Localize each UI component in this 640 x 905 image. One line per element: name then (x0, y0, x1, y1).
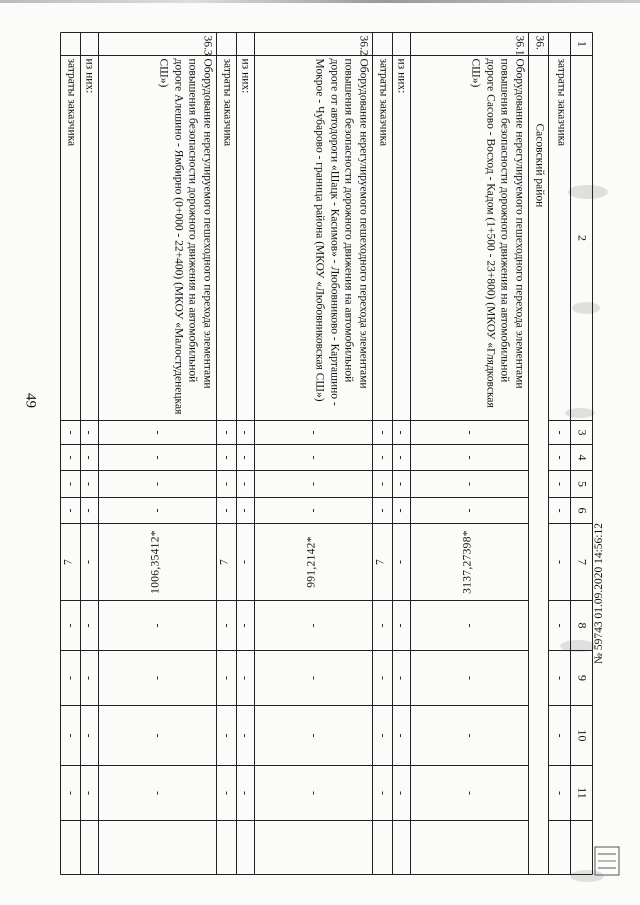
dash-cell: - (553, 508, 567, 512)
dash-cell: - (220, 733, 234, 737)
dash-cell: - (553, 481, 567, 486)
dash-cell: - (553, 455, 567, 459)
dash-cell: - (64, 675, 78, 680)
dash-cell: - (307, 430, 321, 434)
dash-cell: - (376, 675, 390, 680)
dash-cell: - (82, 430, 96, 434)
dash-cell: - (151, 455, 165, 459)
header-col-9: 9 (575, 674, 589, 681)
dash-cell: - (394, 623, 408, 627)
dash-cell: - (376, 430, 390, 434)
dash-cell: - (220, 508, 234, 512)
dash-cell: - (376, 623, 390, 627)
dash-cell: - (307, 675, 321, 680)
header-col-3: 3 (575, 429, 589, 435)
dash-cell: - (220, 790, 234, 795)
dash-cell: - (307, 733, 321, 737)
col7-value: 991,2142* (305, 535, 317, 588)
dash-cell: - (238, 559, 252, 564)
dash-cell: - (553, 623, 567, 627)
row-label: затраты заказчика (555, 58, 567, 146)
dash-cell: - (151, 733, 165, 737)
dash-cell: - (238, 430, 252, 434)
dash-cell: - (394, 675, 408, 680)
row-label: затраты заказчика (65, 58, 77, 146)
dash-cell: - (376, 733, 390, 737)
dash-cell: - (220, 455, 234, 459)
dash-cell: - (82, 623, 96, 627)
dash-cell: - (553, 430, 567, 434)
dash-cell: - (376, 508, 390, 512)
dash-cell: - (394, 733, 408, 737)
dash-cell: - (64, 790, 78, 795)
dash-cell: - (64, 508, 78, 512)
dash-cell: - (394, 508, 408, 512)
dash-cell: - (238, 675, 252, 680)
dash-cell: - (82, 675, 96, 680)
dash-cell: - (553, 559, 567, 564)
header-col-10: 10 (575, 729, 589, 741)
item-description: Оборудование нерегулируемого пешеходного перехода элементами повышения безопасности дорожного движения на автомобильной дороге от автодороги «Шацк - Касимов» - Любовниково - Карташино - Мокрое - Чубарово - граница района (МКОУ «Любовниковская СШ») (313, 58, 369, 406)
dash-cell: - (82, 508, 96, 512)
section-title: Сасовский район (533, 123, 545, 207)
dash-cell: - (463, 430, 477, 434)
dash-cell: - (220, 430, 234, 434)
dash-cell: - (82, 481, 96, 486)
item-number: 36.2 (357, 35, 369, 56)
dash-cell: - (307, 623, 321, 627)
col7-value: 7 (62, 558, 74, 565)
item-description: Оборудование нерегулируемого пешеходного перехода элементами повышения безопасности дорожного движения на автомобильной дороге Сасово - Восход - Кадом (1+500 - 23+800) (МКОУ «Глядковская СШ») (469, 58, 525, 408)
dash-cell: - (151, 508, 165, 512)
dash-cell: - (553, 733, 567, 737)
dash-cell: - (151, 623, 165, 627)
row-label: из них: (83, 58, 95, 93)
col7-value: 3137,27398* (461, 529, 473, 594)
doc-number: № 59743 (593, 621, 605, 664)
col7-value: 1006,35412* (149, 529, 161, 594)
item-number: 36.3 (201, 35, 213, 56)
header-col-1: 1 (575, 40, 589, 47)
dash-cell: - (238, 790, 252, 795)
dash-cell: - (553, 790, 567, 795)
dash-cell: - (238, 455, 252, 459)
dash-cell: - (82, 455, 96, 459)
registration-stamp-icon (594, 846, 620, 876)
dash-cell: - (553, 675, 567, 680)
header-col-5: 5 (575, 480, 589, 487)
dash-cell: - (376, 455, 390, 459)
dash-cell: - (463, 790, 477, 795)
dash-cell: - (394, 430, 408, 434)
dash-cell: - (82, 790, 96, 795)
dash-cell: - (463, 623, 477, 627)
dash-cell: - (220, 481, 234, 486)
dash-cell: - (64, 623, 78, 627)
header-col-7: 7 (575, 558, 589, 565)
dash-cell: - (238, 481, 252, 486)
dash-cell: - (376, 790, 390, 795)
item-description: Оборудование нерегулируемого пешеходного перехода элементами повышения безопасности дорожного движения на автомобильной дороге Алешино - Ямбирно (0+000 - 22+400) (МКОУ «Малостуденецкая СШ») (157, 58, 213, 414)
section-number: 36. (533, 35, 545, 50)
row-label: затраты заказчика (377, 58, 389, 146)
dash-cell: - (151, 790, 165, 795)
dash-cell: - (238, 733, 252, 737)
dash-cell: - (220, 675, 234, 680)
dash-cell: - (64, 481, 78, 486)
doc-timestamp: 01.09.2020 14:56:12 (593, 523, 605, 619)
dash-cell: - (238, 623, 252, 627)
row-label: затраты заказчика (221, 58, 233, 146)
dash-cell: - (307, 481, 321, 486)
dash-cell: - (394, 455, 408, 459)
dash-cell: - (307, 455, 321, 459)
dash-cell: - (64, 430, 78, 434)
dash-cell: - (463, 481, 477, 486)
header-col-8: 8 (575, 622, 589, 628)
dash-cell: - (220, 623, 234, 627)
dash-cell: - (463, 675, 477, 680)
col7-value: 7 (374, 558, 386, 565)
dash-cell: - (376, 481, 390, 486)
dash-cell: - (394, 559, 408, 564)
dash-cell: - (64, 455, 78, 459)
dash-cell: - (463, 455, 477, 459)
dash-cell: - (151, 675, 165, 680)
dash-cell: - (394, 481, 408, 486)
dash-cell: - (238, 508, 252, 512)
header-col-11: 11 (575, 786, 589, 799)
dash-cell: - (307, 508, 321, 512)
dash-cell: - (151, 481, 165, 486)
header-col-4: 4 (575, 454, 589, 460)
dash-cell: - (82, 733, 96, 737)
dash-cell: - (64, 733, 78, 737)
footer-stamp-text (593, 444, 605, 664)
dash-cell: - (82, 559, 96, 564)
dash-cell: - (394, 790, 408, 795)
item-number: 36.1 (513, 35, 525, 56)
row-label: из них: (395, 58, 407, 93)
page-number: 49 (22, 393, 39, 408)
header-col-2: 2 (575, 234, 589, 241)
col7-value: 7 (218, 558, 230, 565)
dash-cell: - (463, 508, 477, 512)
header-col-6: 6 (575, 507, 589, 513)
row-label: из них: (239, 58, 251, 93)
dash-cell: - (307, 790, 321, 795)
dash-cell: - (463, 733, 477, 737)
dash-cell: - (151, 430, 165, 434)
